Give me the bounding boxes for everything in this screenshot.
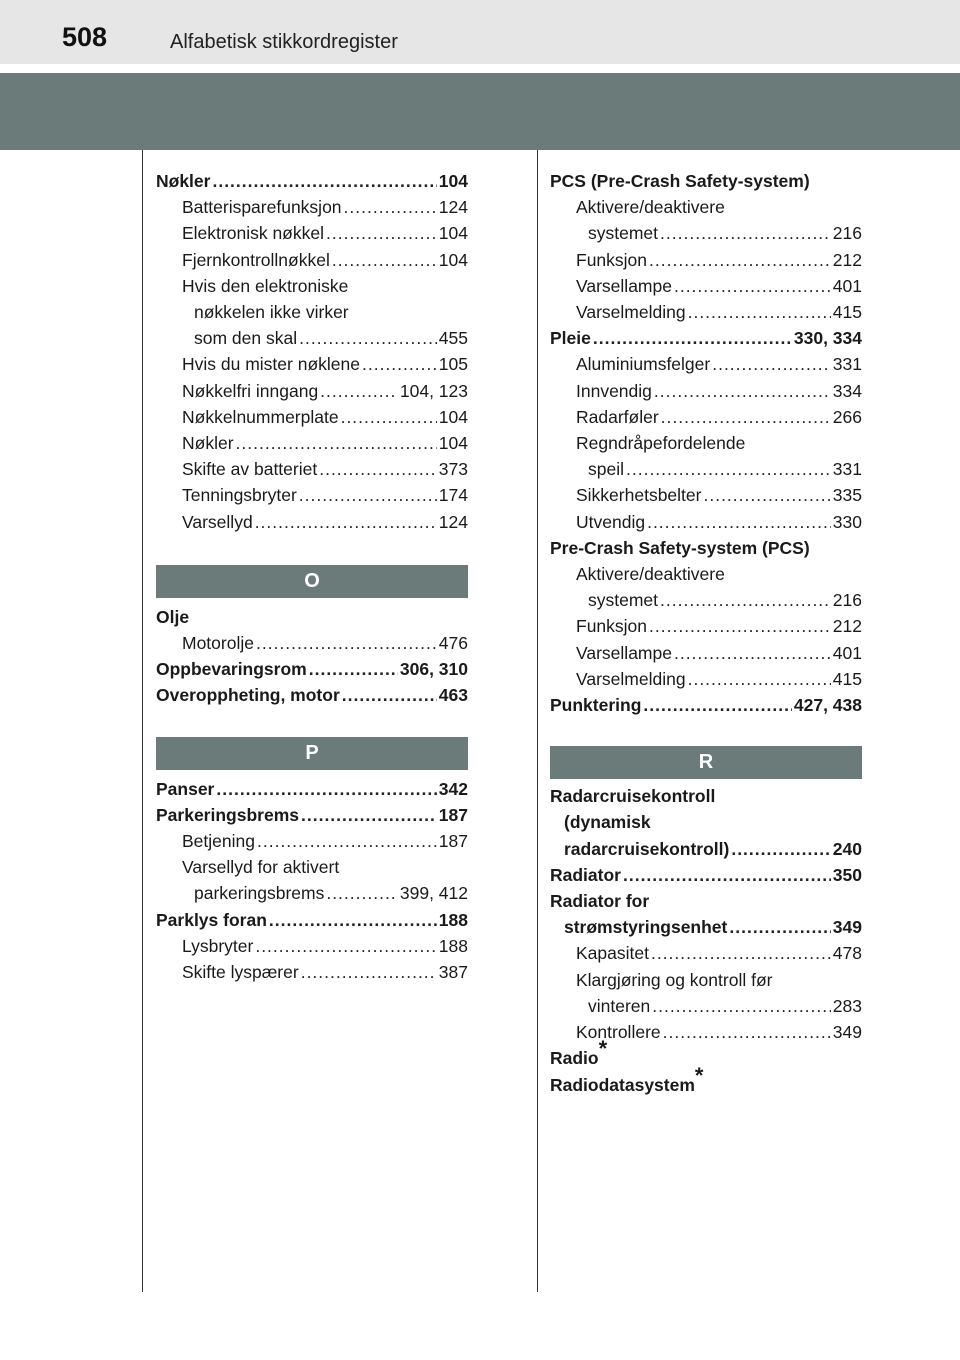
index-entry: Nøkler ..... 104 — [156, 168, 468, 194]
index-entry: Radiator ..... 350 — [550, 862, 862, 888]
index-entry: Olje — [156, 606, 190, 627]
section-banner — [0, 73, 960, 150]
index-subentry: Hvis den elektroniske — [182, 275, 349, 296]
section-header-o: O — [156, 565, 468, 598]
index-subentry: Fjernkontrollnøkkel ..... 104 — [156, 247, 468, 273]
index-column-left — [156, 168, 468, 985]
column-divider-left — [142, 150, 143, 1292]
index-subentry: Lysbryter ..... 188 — [156, 933, 468, 959]
section-header-r: R — [550, 746, 862, 779]
index-subentry: Varselmelding ..... 415 — [550, 299, 862, 325]
index-subentry: Nøkkelnummerplate ..... 104 — [156, 404, 468, 430]
index-subentry: Varsellyd for aktivert — [182, 857, 340, 878]
index-entry: Overoppheting, motor ..... 463 — [156, 682, 468, 708]
index-subentry: Varsellampe ..... 401 — [550, 640, 862, 666]
index-subentry: Kapasitet ..... 478 — [550, 940, 862, 966]
index-subentry: Klargjøring og kontroll før — [576, 969, 773, 990]
index-entry: Radiodatasystem* — [550, 1062, 704, 1095]
index-entry-continuation: strømstyringsenhet ..... 349 — [550, 914, 862, 940]
index-subentry-continuation: vinteren ..... 283 — [550, 993, 862, 1019]
index-entry: Parkeringsbrems ..... 187 — [156, 802, 468, 828]
page-number: 508 — [62, 22, 108, 52]
index-entry: Panser ..... 342 — [156, 776, 468, 802]
index-subentry: Nøkkelfri inngang ..... 104, 123 — [156, 378, 468, 404]
index-entry-continuation: radarcruisekontroll) ..... 240 — [550, 836, 862, 862]
page-title: Alfabetisk stikkordregister — [170, 31, 398, 53]
index-subentry: Varsellyd ..... 124 — [156, 509, 468, 535]
asterisk-mark: * — [598, 1036, 608, 1062]
index-entry: Parklys foran ..... 188 — [156, 907, 468, 933]
index-subentry: Funksjon ..... 212 — [550, 613, 862, 639]
index-subentry-continuation: som den skal ..... 455 — [156, 325, 468, 351]
index-entry: Pleie ..... 330, 334 — [550, 325, 862, 351]
index-subentry-continuation: parkeringsbrems ..... 399, 412 — [156, 880, 468, 906]
index-subentry: Aktivere/deaktivere — [576, 564, 725, 585]
index-subentry-continuation: speil ..... 331 — [550, 456, 862, 482]
index-entry: Pre-Crash Safety-system (PCS) — [550, 537, 810, 558]
index-subentry: Radarføler ..... 266 — [550, 404, 862, 430]
index-subentry: Skifte av batteriet ..... 373 — [156, 456, 468, 482]
index-subentry: Innvendig ..... 334 — [550, 378, 862, 404]
index-column-right — [550, 168, 862, 1098]
index-entry: Radarcruisekontroll — [550, 786, 716, 807]
index-subentry: Utvendig ..... 330 — [550, 509, 862, 535]
index-subentry: Nøkler ..... 104 — [156, 430, 468, 456]
asterisk-mark: * — [694, 1062, 704, 1088]
index-subentry: Batterisparefunksjon ..... 124 — [156, 194, 468, 220]
column-divider-middle — [537, 150, 538, 1292]
index-subentry: Aluminiumsfelger ..... 331 — [550, 351, 862, 377]
index-subentry: Funksjon ..... 212 — [550, 247, 862, 273]
index-subentry: Varsellampe ..... 401 — [550, 273, 862, 299]
index-entry: Oppbevaringsrom ..... 306, 310 — [156, 656, 468, 682]
index-entry: Radio* — [550, 1036, 608, 1069]
index-subentry: Kontrollere ..... 349 — [550, 1019, 862, 1045]
index-subentry: Sikkerhetsbelter ..... 335 — [550, 482, 862, 508]
index-subentry-continuation: systemet ..... 216 — [550, 220, 862, 246]
index-subentry: Elektronisk nøkkel ..... 104 — [156, 220, 468, 246]
index-entry-continuation: (dynamisk — [564, 812, 651, 833]
index-subentry: Tenningsbryter ..... 174 — [156, 482, 468, 508]
index-entry: Radiator for — [550, 891, 650, 912]
index-subentry: Aktivere/deaktivere — [576, 197, 725, 218]
page-header — [0, 0, 960, 64]
section-header-p: P — [156, 737, 468, 770]
index-subentry: Varselmelding ..... 415 — [550, 666, 862, 692]
index-subentry-continuation: nøkkelen ikke virker — [194, 302, 349, 323]
index-entry: Punktering ..... 427, 438 — [550, 692, 862, 718]
index-subentry: Hvis du mister nøklene ..... 105 — [156, 351, 468, 377]
index-subentry: Regndråpefordelende — [576, 433, 746, 454]
index-subentry: Skifte lyspærer ..... 387 — [156, 959, 468, 985]
index-subentry: Motorolje ..... 476 — [156, 630, 468, 656]
index-subentry-continuation: systemet ..... 216 — [550, 587, 862, 613]
index-entry: PCS (Pre-Crash Safety-system) — [550, 171, 810, 191]
index-subentry: Betjening ..... 187 — [156, 828, 468, 854]
